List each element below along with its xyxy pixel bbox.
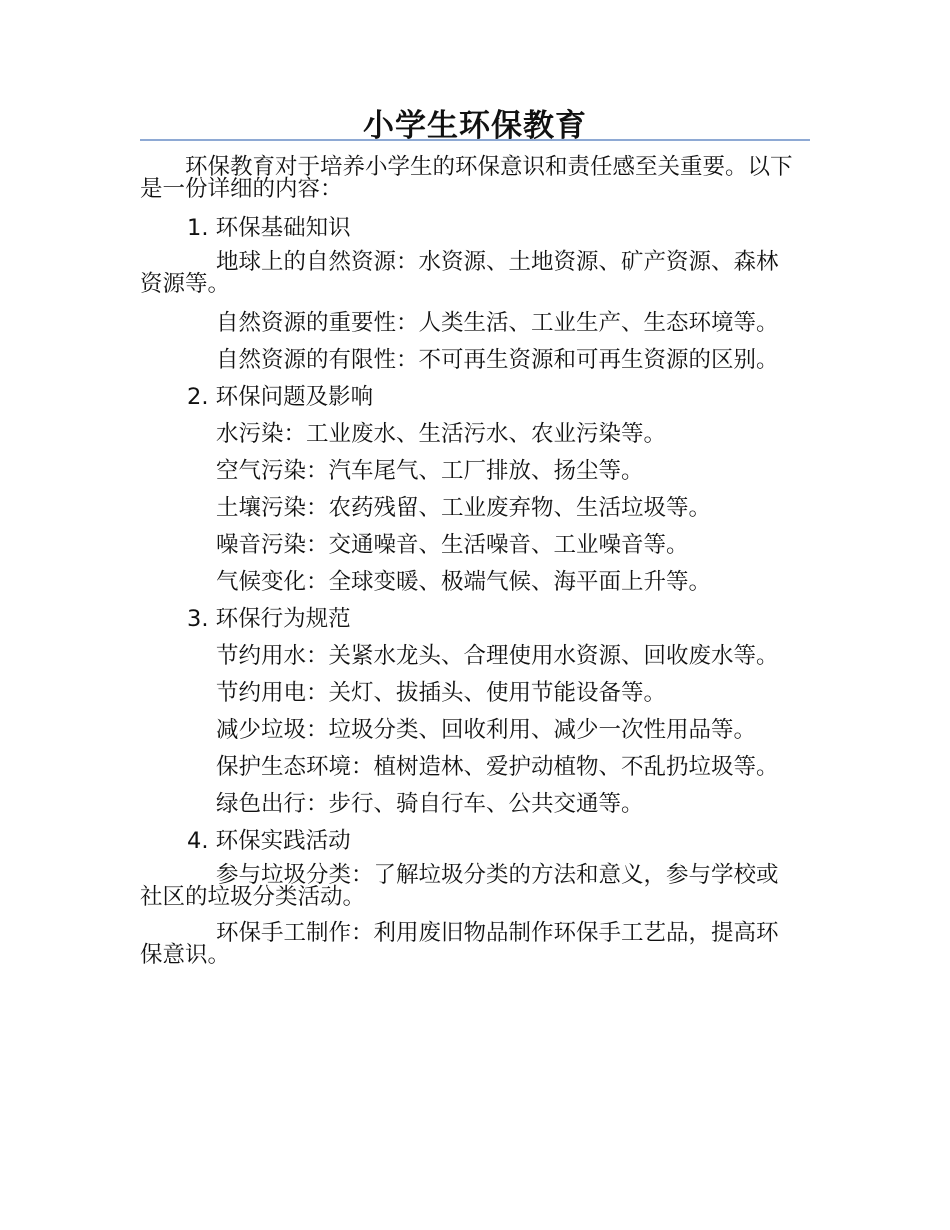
- list-item: 自然资源的重要性：人类生活、工业生产、生态环境等。: [216, 310, 779, 336]
- section-heading-3: 3. 环保行为规范: [187, 606, 351, 632]
- title-underline: [140, 139, 810, 141]
- section-heading-4: 4. 环保实践活动: [187, 828, 351, 854]
- list-item: 噪音污染：交通噪音、生活噪音、工业噪音等。: [216, 532, 689, 558]
- list-item: 绿色出行：步行、骑自行车、公共交通等。: [216, 791, 644, 817]
- list-item: 土壤污染：农药残留、工业废弃物、生活垃圾等。: [216, 495, 712, 521]
- document-body: [140, 156, 796, 980]
- list-item: 自然资源的有限性：不可再生资源和可再生资源的区别。: [216, 347, 779, 373]
- list-item: 参与垃圾分类：了解垃圾分类的方法和意义，参与学校或社区的垃圾分类活动。: [140, 862, 779, 910]
- intro-paragraph: 环保教育对于培养小学生的环保意识和责任感至关重要。以下是一份详细的内容：: [140, 154, 793, 202]
- list-item: 节约用水：关紧水龙头、合理使用水资源、回收废水等。: [216, 643, 779, 669]
- section-heading-1: 1. 环保基础知识: [187, 215, 351, 241]
- section-heading-2: 2. 环保问题及影响: [187, 384, 374, 410]
- list-item: 气候变化：全球变暖、极端气候、海平面上升等。: [216, 569, 712, 595]
- list-item: 环保手工制作：利用废旧物品制作环保手工艺品，提高环保意识。: [140, 920, 779, 968]
- list-item: 减少垃圾：垃圾分类、回收利用、减少一次性用品等。: [216, 717, 757, 743]
- list-item: 空气污染：汽车尾气、工厂排放、扬尘等。: [216, 458, 644, 484]
- list-item: 地球上的自然资源：水资源、土地资源、矿产资源、森林资源等。: [140, 249, 779, 297]
- page-title: 小学生环保教育: [363, 108, 587, 144]
- list-item: 保护生态环境：植树造林、爱护动植物、不乱扔垃圾等。: [216, 754, 779, 780]
- list-item: 水污染：工业废水、生活污水、农业污染等。: [216, 421, 667, 447]
- list-item: 节约用电：关灯、拔插头、使用节能设备等。: [216, 680, 667, 706]
